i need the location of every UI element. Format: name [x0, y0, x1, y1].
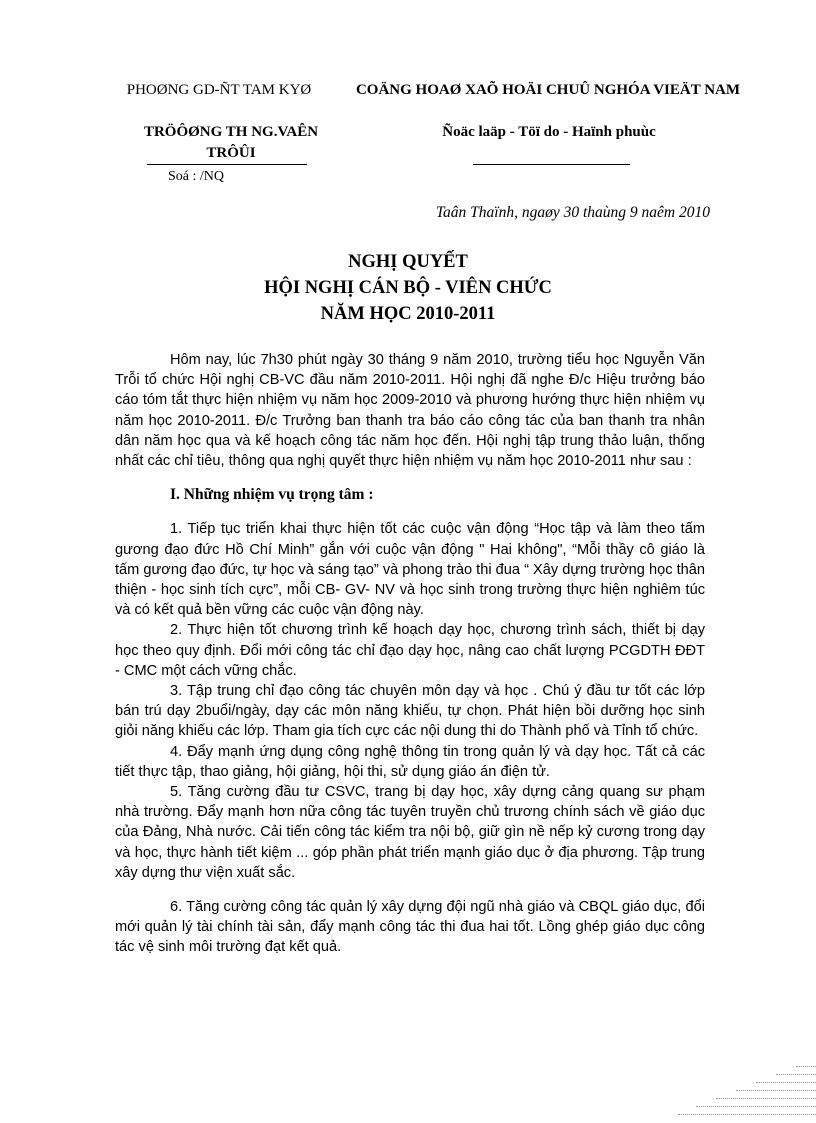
intro-paragraph: Hôm nay, lúc 7h30 phút ngày 30 tháng 9 năm 2010, trường tiểu học Nguyễn Văn Trỗi tổ chức Hội nghị CB-VC đầu năm 2010-2011. Hội nghị đã nghe Đ/c Hiệu trưởng báo cáo tóm tắt thực hiện nhiệm vụ năm học 2009-2010 và phương hướng thực hiện nhiệm vụ năm học 2010-2011. Đ/c Trưởng ban thanh tra báo cáo công tác của ban thanh tra nhân dân năm học qua và kế hoạch công tác năm học đến. Hội nghị tập trung thảo luận, thống nhất các chỉ tiêu, thông qua nghị quyết thực hiện nhiệm vụ năm học 2010-2011 như sau :: [115, 352, 705, 470]
document-body: [115, 350, 705, 958]
national-motto: Ñoäc laäp - Töï do - Haïnh phuùc: [442, 124, 656, 140]
task-item-2: 2. Thực hiện tốt chương trình kế hoạch dạy học, chương trình sách, thiết bị dạy học theo quy định. Đổi mới công tác chỉ đạo dạy học, nâng cao chất lượng PCGDTH ĐĐT - CMC một cách vững chắc.: [115, 622, 705, 679]
section-heading: I. Những nhiệm vụ trọng tâm :: [170, 486, 374, 504]
task-item-6: 6. Tăng cường công tác quản lý xây dựng đội ngũ nhà giáo và CBQL giáo dục, đổi mới quản lý tài chính tài sản, đẩy mạnh công tác thi đua hai tốt. Lồng ghép giáo dục công tác vệ sinh môi trường đạt kết quả.: [115, 899, 705, 956]
document-school-year: NĂM HỌC 2010-2011: [320, 304, 496, 324]
national-title: COÄNG HOAØ XAÕ HOÄI CHUÛ NGHÓA VIEÄT NAM: [355, 82, 741, 98]
document-number: Soá : /NQ: [168, 169, 224, 184]
school-name: TRÖÔØNG TH NG.VAÊN TRÔÛI: [143, 124, 319, 161]
page-corner-decoration: [678, 1064, 816, 1123]
agency-name: PHOØNG GD-ÑT TAM KYØ: [126, 82, 312, 98]
document-subtitle: HỘI NGHỊ CÁN BỘ - VIÊN CHỨC: [264, 278, 552, 298]
document-title: NGHỊ QUYẾT: [348, 252, 468, 272]
place-date: Taân Thaïnh, ngaøy 30 thaùng 9 naêm 2010: [435, 204, 710, 221]
header-right-divider: [473, 164, 630, 165]
header-left-divider: [147, 164, 307, 165]
task-item-1: 1. Tiếp tục triển khai thực hiện tốt các cuộc vận động “Học tập và làm theo tấm gương đạo đức Hồ Chí Minh” gắn với cuộc vận động " Hai không", “Mỗi thầy cô giáo là tấm gương đạo đức, tự học và sáng tạo” và phong trào thi đua “ Xây dựng trường học thân thiện - học sinh tích cực”, mỗi CB- GV- NV và học sinh trong trường thực hiện nghiêm túc và có kết quả bền vững các cuộc vận động này.: [115, 521, 705, 619]
task-item-4: 4. Đẩy mạnh ứng dụng công nghệ thông tin trong quản lý và dạy học. Tất cả các tiết thực tập, thao giảng, hội giảng, hội thi, sử dụng giáo án điện tử.: [115, 743, 705, 780]
task-item-3: 3. Tập trung chỉ đạo công tác chuyên môn dạy và học . Chú ý đầu tư tốt các lớp bán trú dạy 2buổi/ngày, dạy các môn năng khiếu, tự chọn. Phát hiện bồi dưỡng học sinh giỏi năng khiếu các lớp. Tham gia tích cực các nội dung thi do Thành phố và Tỉnh tổ chức.: [115, 683, 705, 740]
task-item-5: 5. Tăng cường đầu tư CSVC, trang bị dạy học, xây dựng cảng quang sư phạm nhà trường. Đẩy mạnh hơn nữa công tác tuyên truyền chủ trương chính sách về giáo dục của Đảng, Nhà nước. Cải tiến công tác kiểm tra nội bộ, giữ gìn nề nếp kỷ cương trong dạy và học, thực hành tiết kiệm ... góp phần phát triển mạnh giáo dục ở địa phương. Tập trung xây dựng thư viện xuất sắc.: [115, 784, 705, 881]
